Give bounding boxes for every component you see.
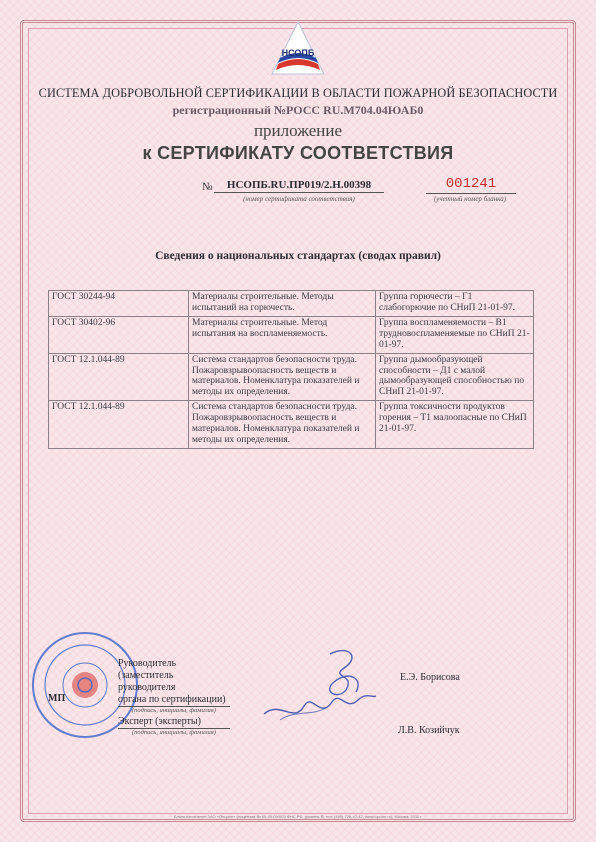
logo-text: НСОПБ [281, 48, 315, 58]
registration-number: регистрационный №РОСС RU.M704.04ЮАБ0 [172, 103, 424, 117]
number-sign: № [202, 181, 213, 193]
table-row [49, 316, 534, 353]
standard-title: Система стандартов безопасности труда. Пожаровзрывоопасность веществ и материалов. Номенклатура показателей и методы их определения. [189, 353, 376, 401]
standard-title: Материалы строительные. Методы испытаний на горючесть. [189, 291, 376, 317]
standard-result: Группа горючести – Г1 слабогорючие по СНиП 21-01-97. [376, 291, 534, 317]
printer-footer: Бланк изготовлен ЗАО «Опцион» (лицензия № 05-05-09/003 ФНС РФ, уровень В, тел. (495) 726-47-42, www.opcion.ru), Москва, 2011 г. [173, 814, 423, 819]
table-row [49, 353, 534, 401]
head-role-label-3: органа по сертификации) [118, 694, 230, 707]
table-row [49, 291, 534, 317]
table-row [49, 401, 534, 449]
head-name: Е.Э. Борисова [400, 672, 460, 683]
expert-role-label: Эксперт (эксперты) [118, 716, 230, 729]
standard-code: ГОСТ 30402-96 [49, 316, 189, 353]
stamp-place-label: МП [48, 693, 66, 704]
standard-result: Группа дымообразующей способности – Д1 с малой дымообразующей способностью по СНиП 21-01-97. [376, 353, 534, 401]
standard-result: Группа воспламеняемости – В1 трудновоспламеняемые по СНиП 21-01-97. [376, 316, 534, 353]
nsopb-logo [268, 18, 328, 82]
standard-code: ГОСТ 12.1.044-89 [49, 401, 189, 449]
certificate-number-caption: (номер сертификата соответствия) [243, 195, 355, 203]
blank-number: 001241 [426, 176, 516, 194]
head-signature-caption: (подпись, инициалы, фамилия) [132, 707, 216, 714]
certificate-number: НСОПБ.RU.ПР019/2.Н.00398 [214, 179, 384, 193]
standard-code: ГОСТ 30244-94 [49, 291, 189, 317]
head-role-label-2: (заместитель руководителя [118, 670, 176, 693]
system-title: СИСТЕМА ДОБРОВОЛЬНОЙ СЕРТИФИКАЦИИ В ОБЛАСТИ ПОЖАРНОЙ БЕЗОПАСНОСТИ [38, 86, 558, 100]
head-role-label: Руководитель [118, 658, 177, 669]
blank-number-caption: (учетный номер бланка) [433, 195, 507, 203]
expert-signature-caption: (подпись, инициалы, фамилия) [132, 729, 216, 736]
standards-table [48, 290, 534, 449]
standard-code: ГОСТ 12.1.044-89 [49, 353, 189, 401]
certificate-title: к СЕРТИФИКАТУ СООТВЕТСТВИЯ [142, 143, 454, 163]
head-signature-block [118, 658, 230, 715]
standard-title: Материалы строительные. Метод испытания на воспламеняемость. [189, 316, 376, 353]
handwritten-signatures [260, 640, 380, 730]
standard-title: Система стандартов безопасности труда. Пожаровзрывоопасность веществ и материалов. Номенклатура показателей и методы их определения. [189, 401, 376, 449]
appendix-title: приложение [253, 121, 343, 140]
section-title: Сведения о национальных стандартах (сводах правил) [155, 250, 441, 262]
expert-signature-block [118, 716, 230, 737]
expert-name: Л.В. Козийчук [398, 725, 460, 736]
standard-result: Группа токсичности продуктов горения – Т1 малоопасные по СНиП 21-01-97. [376, 401, 534, 449]
